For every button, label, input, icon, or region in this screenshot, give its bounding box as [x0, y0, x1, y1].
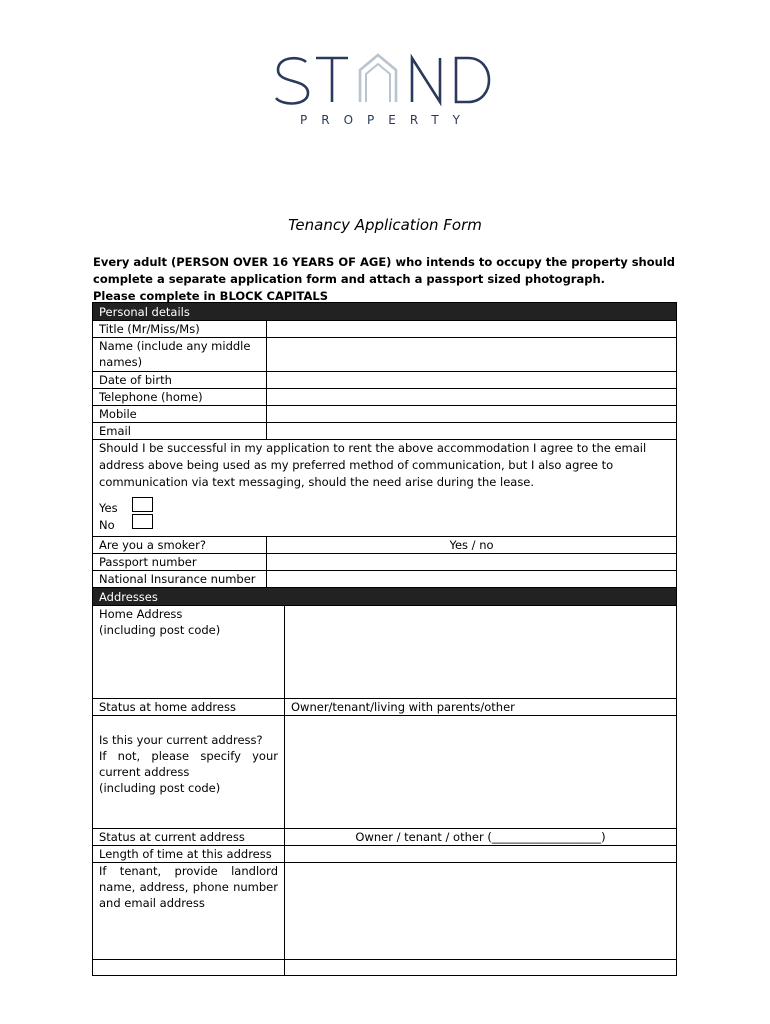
consent-yes-row [99, 499, 670, 516]
application-form-table [92, 302, 677, 976]
status-current-options[interactable]: Owner / tenant / other (___________________) [285, 829, 677, 846]
status-home-label: Status at home address [93, 699, 285, 716]
logo-subtitle: PROPERTY [300, 113, 474, 127]
intro-instruction: Every adult (PERSON OVER 16 YEARS OF AGE) who intends to occupy the property should complete a separate application form and attach a passport sized photograph. [93, 255, 675, 286]
home-address-label [93, 606, 285, 699]
landlord-details-field[interactable] [285, 863, 677, 960]
home-address-title: Home Address [99, 607, 183, 621]
intro-block-capitals: Please complete in BLOCK CAPITALS [93, 289, 329, 303]
current-address-specify: If not, please specify your current address [99, 749, 278, 779]
smoker-options[interactable]: Yes / no [267, 537, 677, 554]
personal-details-header: Personal details [93, 303, 677, 321]
passport-field[interactable] [267, 554, 677, 571]
consent-no-row [99, 516, 670, 533]
current-address-field[interactable] [285, 716, 677, 829]
dob-label: Date of birth [93, 372, 267, 389]
consent-yes-checkbox[interactable] [132, 497, 153, 512]
intro-text [93, 254, 675, 305]
landlord-details-label: If tenant, provide landlord name, address, phone number and email address [93, 863, 285, 960]
status-home-options[interactable]: Owner/tenant/living with parents/other [285, 699, 677, 716]
consent-yes-label: Yes [99, 500, 118, 515]
home-address-field[interactable] [285, 606, 677, 699]
dob-field[interactable] [267, 372, 677, 389]
smoker-label: Are you a smoker? [93, 537, 267, 554]
length-at-address-label: Length of time at this address [93, 846, 285, 863]
consent-text: Should I be successful in my application to rent the above accommodation I agree to the email address above being used as my preferred method of communication, but I also agree to communication via text messaging, should the need arise during the lease. [99, 441, 647, 489]
telephone-label: Telephone (home) [93, 389, 267, 406]
consent-no-label: No [99, 517, 115, 532]
mobile-field[interactable] [267, 406, 677, 423]
length-at-address-field[interactable] [285, 846, 677, 863]
name-label: Name (include any middle names) [93, 338, 267, 372]
title-field[interactable] [267, 321, 677, 338]
name-field[interactable] [267, 338, 677, 372]
extra-row-field[interactable] [285, 960, 677, 976]
addresses-header: Addresses [93, 588, 677, 606]
status-current-label: Status at current address [93, 829, 285, 846]
telephone-field[interactable] [267, 389, 677, 406]
extra-row-label [93, 960, 285, 976]
form-title: Tenancy Application Form [288, 216, 482, 234]
title-label: Title (Mr/Miss/Ms) [93, 321, 267, 338]
current-address-label [93, 716, 285, 829]
ni-label: National Insurance number [93, 571, 267, 588]
email-label: Email [93, 423, 267, 440]
email-field[interactable] [267, 423, 677, 440]
home-address-postcode-note: (including post code) [99, 623, 221, 637]
passport-label: Passport number [93, 554, 267, 571]
consent-cell [93, 440, 677, 537]
consent-no-checkbox[interactable] [132, 514, 153, 529]
current-address-question: Is this your current address? [99, 733, 263, 747]
stand-property-logo [270, 50, 500, 130]
ni-field[interactable] [267, 571, 677, 588]
current-address-postcode-note: (including post code) [99, 781, 221, 795]
company-logo [0, 50, 770, 130]
mobile-label: Mobile [93, 406, 267, 423]
